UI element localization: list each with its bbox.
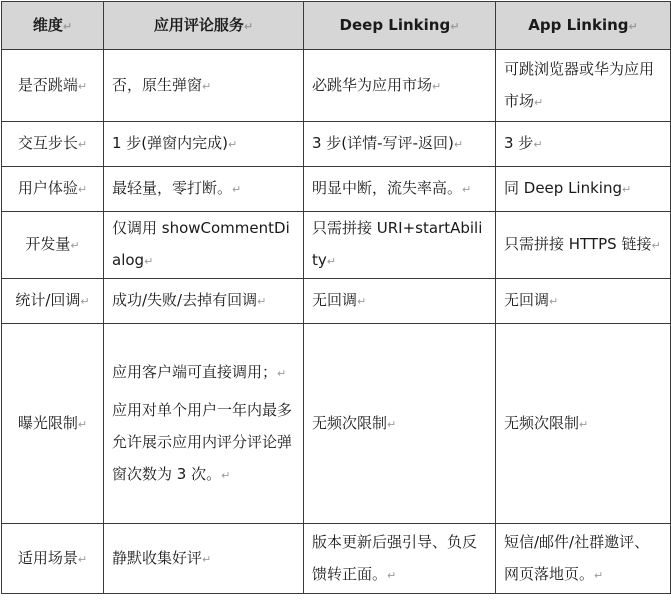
cell-paragraph bbox=[504, 53, 662, 119]
cell-deep-linking bbox=[304, 524, 496, 594]
row-label: 曝光限制 bbox=[17, 413, 78, 432]
row-use-cases bbox=[2, 524, 671, 594]
paragraph-mark: ↵ bbox=[77, 552, 88, 566]
cell-app-linking bbox=[496, 324, 671, 524]
row-label-cell bbox=[2, 524, 104, 594]
row-label: 用户体验 bbox=[17, 179, 78, 197]
cell-text: 3 步 bbox=[504, 134, 534, 152]
cell-paragraph bbox=[312, 172, 487, 206]
paragraph-mark: ↵ bbox=[62, 19, 73, 33]
paragraph-mark: ↵ bbox=[77, 79, 88, 93]
cell-text: 同 Deep Linking bbox=[504, 179, 622, 197]
paragraph-mark: ↵ bbox=[453, 138, 464, 151]
paragraph-mark: ↵ bbox=[221, 468, 231, 482]
cell-text: 静默收集好评 bbox=[112, 548, 203, 567]
cell-app-review-service bbox=[104, 50, 304, 122]
cell-paragraph bbox=[112, 542, 295, 576]
cell-text: 无频次限制 bbox=[504, 413, 580, 432]
cell-deep-linking bbox=[304, 50, 496, 122]
cell-app-review-service bbox=[104, 524, 304, 594]
row-label: 适用场景 bbox=[17, 548, 78, 567]
cell-paragraph bbox=[112, 69, 295, 103]
cell-text: 最轻量，零打断。 bbox=[112, 179, 233, 197]
cell-paragraph bbox=[504, 228, 662, 262]
cell-paragraph bbox=[312, 284, 487, 318]
cell-app-review-service bbox=[104, 122, 304, 167]
cell-text: 版本更新后强引导、负反馈转正面。 bbox=[312, 532, 478, 583]
header-app-linking bbox=[496, 2, 671, 50]
paragraph-mark: ↵ bbox=[77, 183, 88, 196]
row-jump bbox=[2, 50, 671, 122]
cell-text: 只需拼接 HTTPS 链接 bbox=[504, 235, 652, 253]
cell-deep-linking bbox=[304, 279, 496, 324]
cell-text: 仅调用 showCommentDialog bbox=[112, 219, 290, 269]
row-stats-callback bbox=[2, 279, 671, 324]
paragraph-mark: ↵ bbox=[326, 255, 336, 268]
cell-app-review-service bbox=[104, 212, 304, 279]
header-deep-linking-label: Deep Linking bbox=[339, 15, 451, 34]
paragraph-mark: ↵ bbox=[594, 568, 604, 582]
cell-app-review-service bbox=[104, 279, 304, 324]
header-row bbox=[2, 2, 671, 50]
paragraph-mark: ↵ bbox=[202, 552, 212, 566]
cell-paragraph bbox=[112, 172, 295, 206]
cell-deep-linking bbox=[304, 122, 496, 167]
cell-paragraph bbox=[504, 284, 662, 318]
paragraph-mark: ↵ bbox=[70, 239, 80, 252]
cell-app-linking bbox=[496, 122, 671, 167]
cell-app-linking bbox=[496, 212, 671, 279]
paragraph-mark: ↵ bbox=[77, 138, 88, 151]
cell-paragraph bbox=[112, 394, 295, 492]
paragraph-mark: ↵ bbox=[651, 239, 661, 252]
paragraph-mark: ↵ bbox=[80, 295, 90, 308]
row-user-experience bbox=[2, 167, 671, 212]
cell-paragraph bbox=[312, 407, 487, 441]
paragraph-mark: ↵ bbox=[387, 568, 397, 582]
cell-paragraph bbox=[112, 127, 295, 161]
paragraph-mark: ↵ bbox=[432, 79, 442, 93]
row-dev-effort bbox=[2, 212, 671, 279]
cell-deep-linking bbox=[304, 212, 496, 279]
cell-text: 3 步(详情-写评-返回) bbox=[312, 134, 454, 152]
paragraph-mark: ↵ bbox=[202, 79, 212, 93]
paragraph-mark: ↵ bbox=[232, 183, 242, 196]
cell-deep-linking bbox=[304, 167, 496, 212]
row-label-cell bbox=[2, 324, 104, 524]
header-dimension-label: 维度 bbox=[32, 15, 63, 34]
cell-text: 成功/失败/去掉有回调 bbox=[112, 291, 258, 309]
cell-paragraph bbox=[312, 212, 487, 278]
header-dimension bbox=[2, 2, 104, 50]
cell-app-review-service bbox=[104, 167, 304, 212]
cell-text: 可跳浏览器或华为应用市场 bbox=[504, 59, 655, 110]
paragraph-mark: ↵ bbox=[450, 19, 460, 33]
row-label: 交互步长 bbox=[17, 134, 78, 152]
header-app-review-service-label: 应用评论服务 bbox=[153, 15, 244, 34]
paragraph-mark: ↵ bbox=[243, 19, 254, 33]
paragraph-mark: ↵ bbox=[77, 417, 88, 431]
paragraph-mark: ↵ bbox=[628, 19, 638, 33]
cell-text: 无回调 bbox=[504, 291, 550, 309]
row-label-cell bbox=[2, 50, 104, 122]
header-app-review-service bbox=[104, 2, 304, 50]
cell-text: 只需拼接 URI+startAbility bbox=[312, 219, 483, 269]
cell-paragraph bbox=[504, 127, 662, 161]
cell-text: 无回调 bbox=[312, 291, 358, 309]
comparison-table bbox=[1, 1, 671, 594]
cell-text: 应用客户端可直接调用； bbox=[112, 362, 278, 381]
paragraph-mark: ↵ bbox=[144, 255, 154, 268]
cell-text: 短信/邮件/社群邀评、网页落地页。 bbox=[504, 532, 650, 583]
header-app-linking-label: App Linking bbox=[528, 15, 629, 34]
paragraph-mark: ↵ bbox=[579, 417, 589, 431]
cell-paragraph bbox=[504, 407, 662, 441]
cell-paragraph bbox=[312, 69, 487, 103]
paragraph-mark: ↵ bbox=[257, 295, 267, 308]
cell-app-linking bbox=[496, 279, 671, 324]
header-deep-linking bbox=[304, 2, 496, 50]
paragraph-mark: ↵ bbox=[534, 95, 544, 109]
row-label: 开发量 bbox=[25, 235, 71, 253]
cell-paragraph bbox=[112, 212, 295, 278]
cell-text: 明显中断，流失率高。 bbox=[312, 179, 463, 197]
row-label-cell bbox=[2, 279, 104, 324]
cell-deep-linking bbox=[304, 324, 496, 524]
cell-paragraph bbox=[504, 172, 662, 206]
cell-text: 应用对单个用户一年内最多允许展示应用内评分评论弹窗次数为 3 次。 bbox=[112, 400, 293, 483]
cell-text: 无频次限制 bbox=[312, 413, 388, 432]
cell-text: 必跳华为应用市场 bbox=[312, 75, 433, 94]
paragraph-mark: ↵ bbox=[357, 295, 367, 308]
paragraph-mark: ↵ bbox=[277, 366, 287, 380]
row-label-cell bbox=[2, 212, 104, 279]
row-label-cell bbox=[2, 122, 104, 167]
row-label: 是否跳端 bbox=[17, 75, 78, 94]
row-interaction-steps bbox=[2, 122, 671, 167]
cell-paragraph bbox=[112, 284, 295, 318]
row-label-cell bbox=[2, 167, 104, 212]
cell-paragraph bbox=[112, 356, 295, 390]
cell-text: 否，原生弹窗 bbox=[112, 75, 203, 94]
paragraph-mark: ↵ bbox=[387, 417, 397, 431]
cell-app-review-service bbox=[104, 324, 304, 524]
row-label: 统计/回调 bbox=[15, 291, 81, 309]
cell-paragraph bbox=[504, 526, 662, 592]
cell-paragraph bbox=[312, 127, 487, 161]
cell-paragraph bbox=[312, 526, 487, 592]
paragraph-mark: ↵ bbox=[621, 183, 632, 196]
cell-text: 1 步(弹窗内完成) bbox=[112, 134, 229, 152]
paragraph-mark: ↵ bbox=[462, 183, 472, 196]
paragraph-mark: ↵ bbox=[549, 295, 559, 308]
paragraph-mark: ↵ bbox=[228, 138, 238, 151]
cell-app-linking bbox=[496, 167, 671, 212]
row-exposure-limit bbox=[2, 324, 671, 524]
cell-app-linking bbox=[496, 524, 671, 594]
cell-app-linking bbox=[496, 50, 671, 122]
paragraph-mark: ↵ bbox=[533, 138, 543, 151]
